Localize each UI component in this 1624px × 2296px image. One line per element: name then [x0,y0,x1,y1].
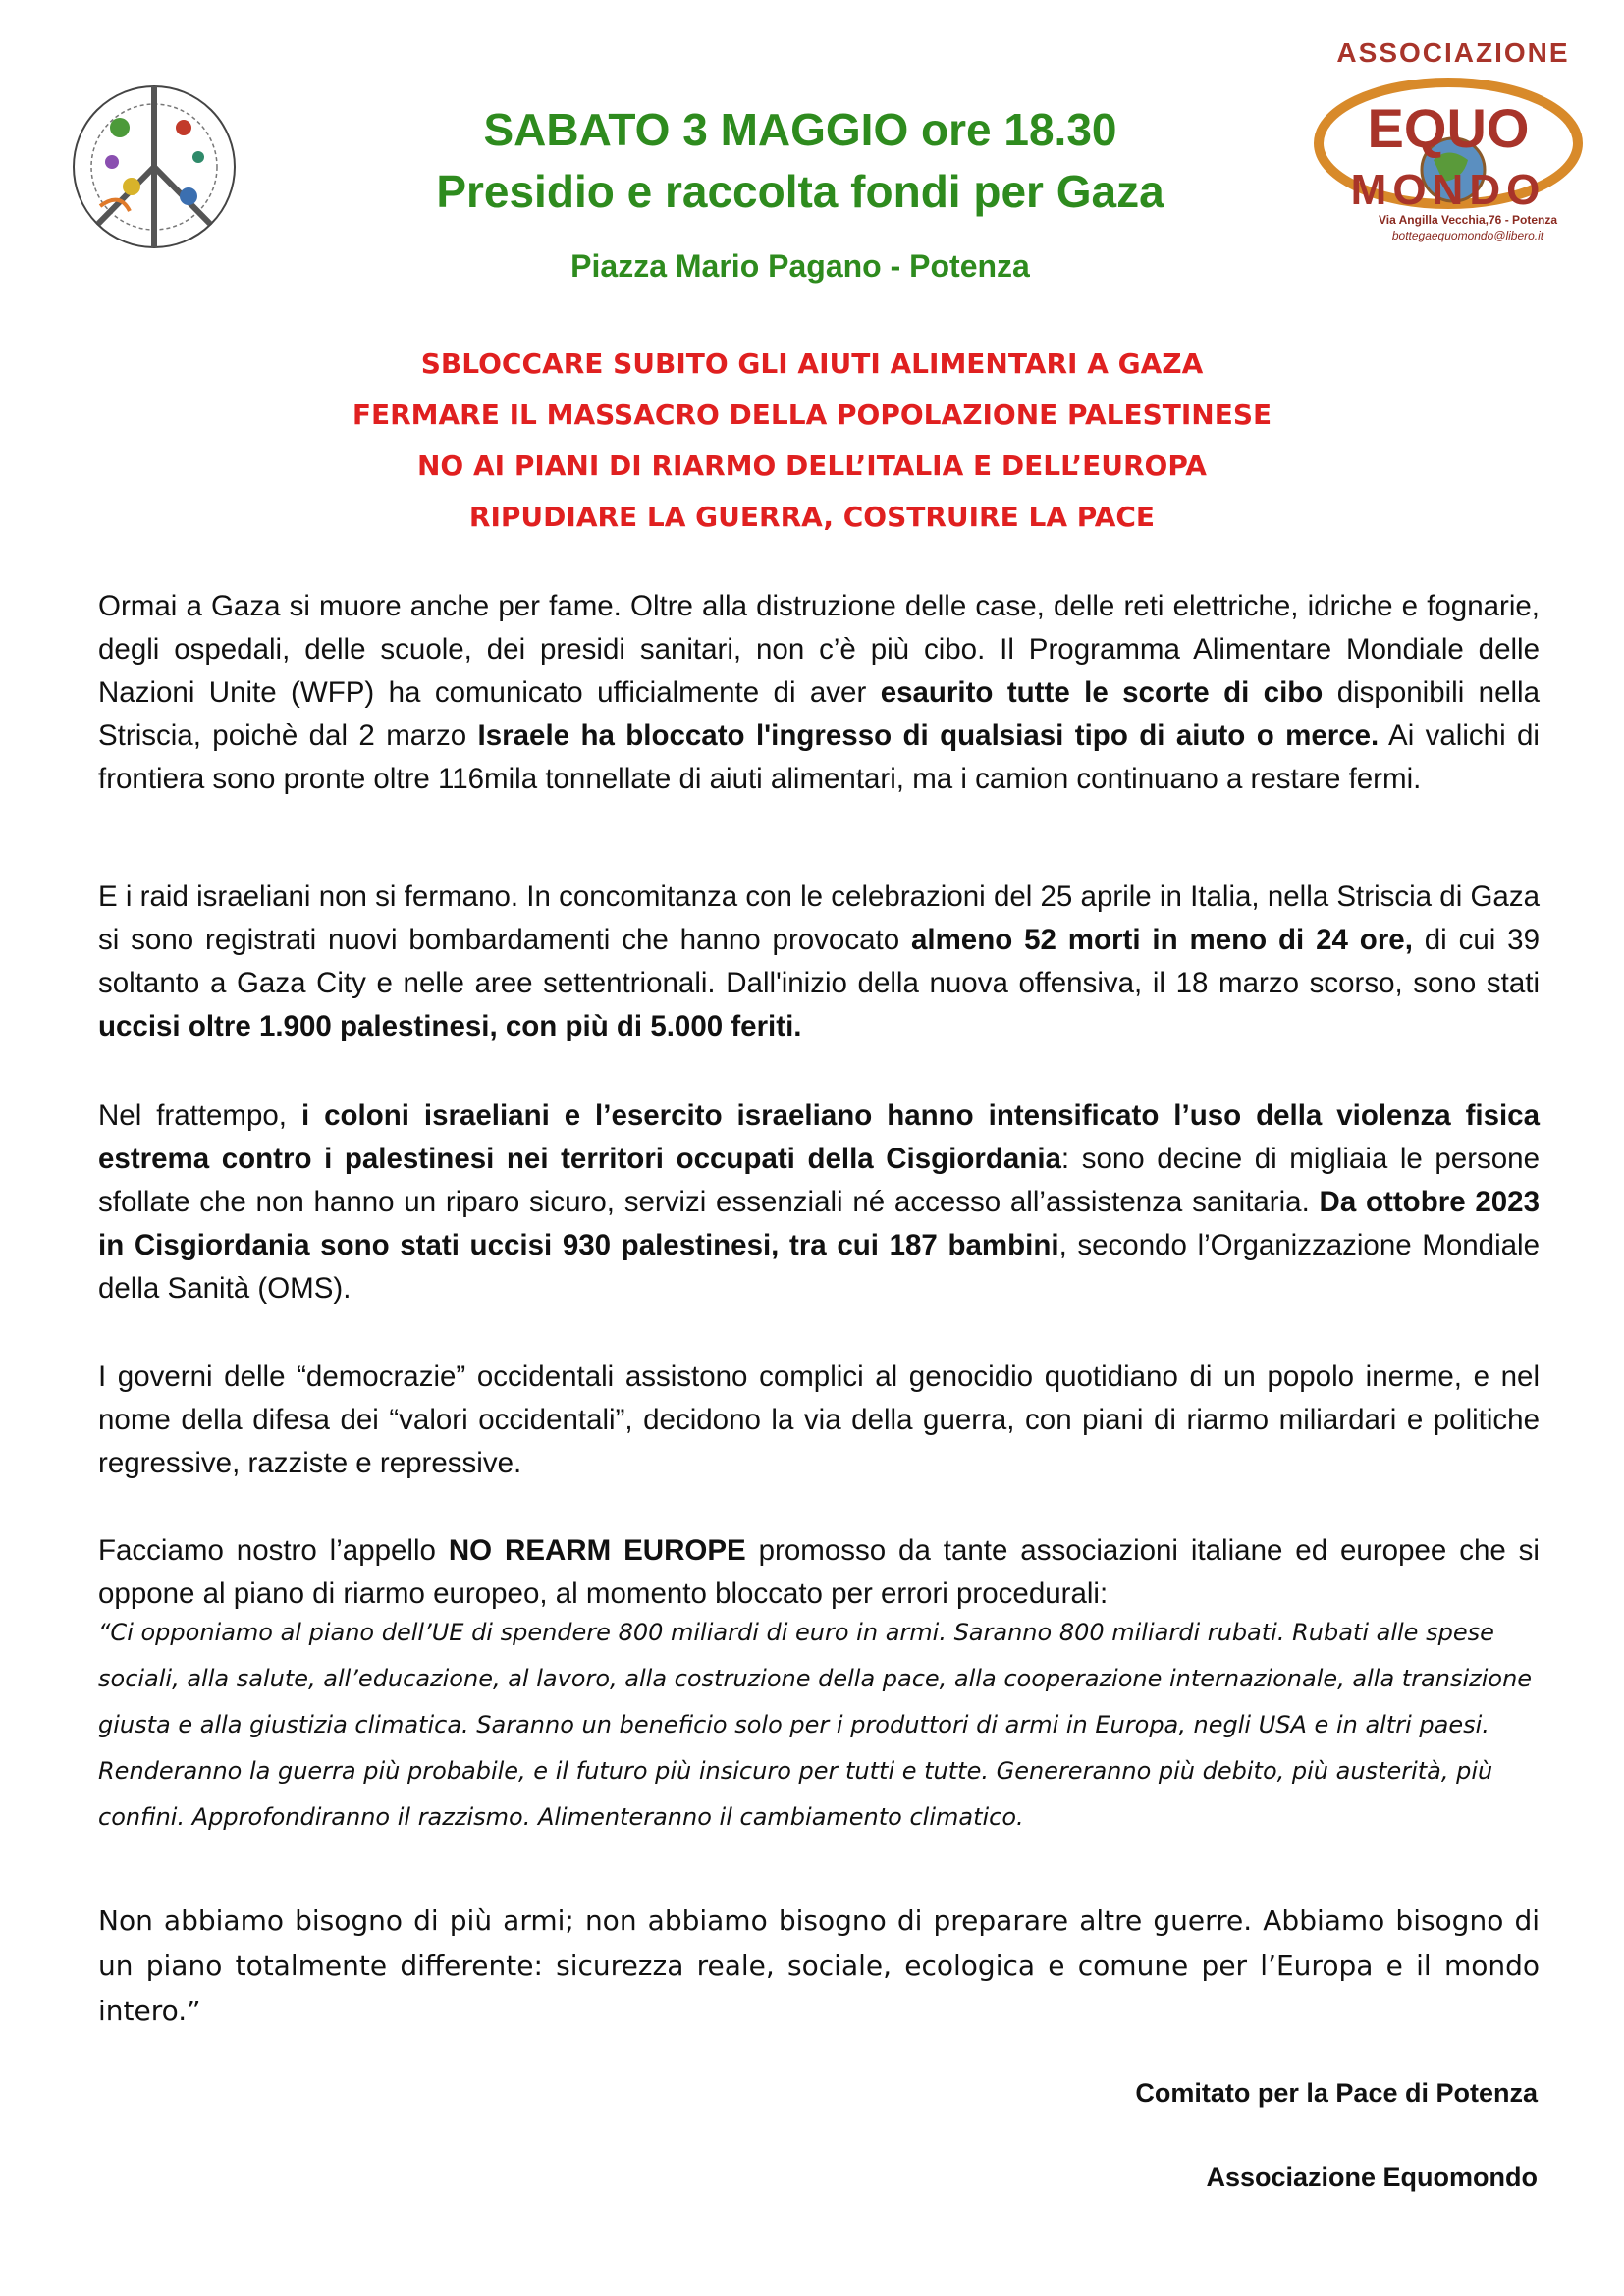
appeal-quote: “Ci opponiamo al piano dell’UE di spendere 800 miliardi di euro in armi. Saranno 800 miliardi rubati. Rubati alle spese sociali, alla salute, all’educazione, al lavoro, alla costruzione della pace, alla cooperazione internazionale, alla transizione giusta e alla giustizia climatica. Saranno un beneficio solo per i produttori di armi in Europa, negli USA e in altri paesi. Renderanno la guerra più probabile, e il futuro più insicuro per tutti e tutte. Genereranno più debito, più austerità, più confini. Approfondiranno il razzismo. Alimenteranno il cambiamento climatico. [98,1619,1533,1831]
text-run: , secondo l’Organizzazione Mondiale della Sanità (OMS). [98,1229,1540,1305]
bold-text-run: Israele ha bloccato l'ingresso di qualsiasi tipo di aiuto o merce. [477,720,1380,752]
signature-association: Associazione Equomondo [1206,2163,1538,2192]
text-run: Nel frattempo, [98,1099,301,1132]
equomondo-logo [1311,37,1591,263]
bold-text-run: almeno 52 morti in meno di 24 ore, [910,924,1413,956]
bold-text-run: uccisi oltre 1.900 palestinesi, con più di 5.000 feriti. [98,1010,802,1042]
paragraph-west-bank [98,1095,1540,1310]
text-run: disponibili nella Striscia, poichè dal 2 marzo [98,676,1540,752]
event-location: Piazza Mario Pagano - Potenza [570,248,1030,284]
text-run: I governi delle “democrazie” occidentali assistono complici al genocidio quotidiano di un popolo inerme, e nel nome della difesa dei “valori occidentali”, decidono la via della guerra, con piani di riarmo miliardari e politiche regressive, razziste e repressive. [98,1361,1540,1479]
logo-address-block [1350,212,1586,243]
slogan-list [196,339,1428,543]
bold-text-run: NO REARM EUROPE [448,1534,746,1567]
paragraph-governments [98,1356,1540,1485]
peace-logo [61,59,247,275]
appeal-quote-end: Non abbiamo bisogno di più armi; non abbiamo bisogno di preparare altre guerre. Abbiamo bisogno di un piano totalmente differente: sicurezza reale, sociale, ecologica e comune per l’Europa e il mondo intero.” [98,1904,1540,2027]
text-run: Facciamo nostro l’appello [98,1534,449,1567]
text-run: promosso da tante associazioni italiane ed europee che si oppone al piano di riarmo europeo, al momento bloccato per errori procedurali: [98,1534,1540,1610]
paragraph-appeal [98,1529,1540,1616]
slogan-line: RIPUDIARE LA GUERRA, COSTRUIRE LA PACE [468,501,1156,533]
peace-sign-icon [61,59,247,275]
slogan-line: SBLOCCARE SUBITO GLI AIUTI ALIMENTARI A GAZA [420,347,1204,380]
logo-brand-1: EQUO [1367,97,1530,159]
text-run: Ai valichi di frontiera sono pronte oltre 116mila tonnellate di aiuti alimentari, ma i camion continuano a restare fermi. [98,720,1540,795]
event-subtitle: Presidio e raccolta fondi per Gaza [436,166,1164,217]
logo-email: bottegaequomondo@libero.it [1391,229,1544,242]
text-run: E i raid israeliani non si fermano. In concomitanza con le celebrazioni del 25 aprile in Italia, nella Striscia di Gaza si sono registrati nuovi bombardamenti che hanno provocato [98,881,1540,956]
paragraph-gaza-famine [98,585,1540,801]
bold-text-run: Da ottobre 2023 in Cisgiordania sono stati uccisi 930 palestinesi, tra cui 187 bambini [98,1186,1540,1261]
bold-text-run: i coloni israeliani e l’esercito israeliano hanno intensificato l’uso della violenza fisica estrema contro i palestinesi nei territori occupati della Cisgiordania [98,1099,1540,1175]
logo-address: Via Angilla Vecchia,76 - Potenza [1378,213,1558,227]
slogan-line: NO AI PIANI DI RIARMO DELL’ITALIA E DELL’EUROPA [417,450,1207,482]
signature-committee: Comitato per la Pace di Potenza [1135,2078,1538,2108]
logo-brand-2: MONDO [1350,166,1546,214]
text-run: : sono decine di migliaia le persone sfollate che non hanno un riparo sicuro, servizi essenziali né accesso all’assistenza sanitaria. [98,1143,1540,1218]
bold-text-run: esaurito tutte le scorte di cibo [880,676,1324,709]
event-date-title: SABATO 3 MAGGIO ore 18.30 [483,104,1117,155]
paragraph-raids [98,876,1540,1048]
text-run: Ormai a Gaza si muore anche per fame. Oltre alla distruzione delle case, delle reti elettriche, idriche e fognarie, degli ospedali, delle scuole, dei presidi sanitari, non c’è più cibo. Il Programma Alimentare Mondiale delle Nazioni Unite (WFP) ha comunicato ufficialmente di aver [98,590,1540,709]
slogan-line: FERMARE IL MASSACRO DELLA POPOLAZIONE PALESTINESE [352,399,1272,431]
text-run: di cui 39 soltanto a Gaza City e nelle aree settentrionali. Dall'inizio della nuova offensiva, il 18 marzo scorso, sono stati [98,924,1540,999]
logo-associazione-text: ASSOCIAZIONE [1336,37,1570,68]
